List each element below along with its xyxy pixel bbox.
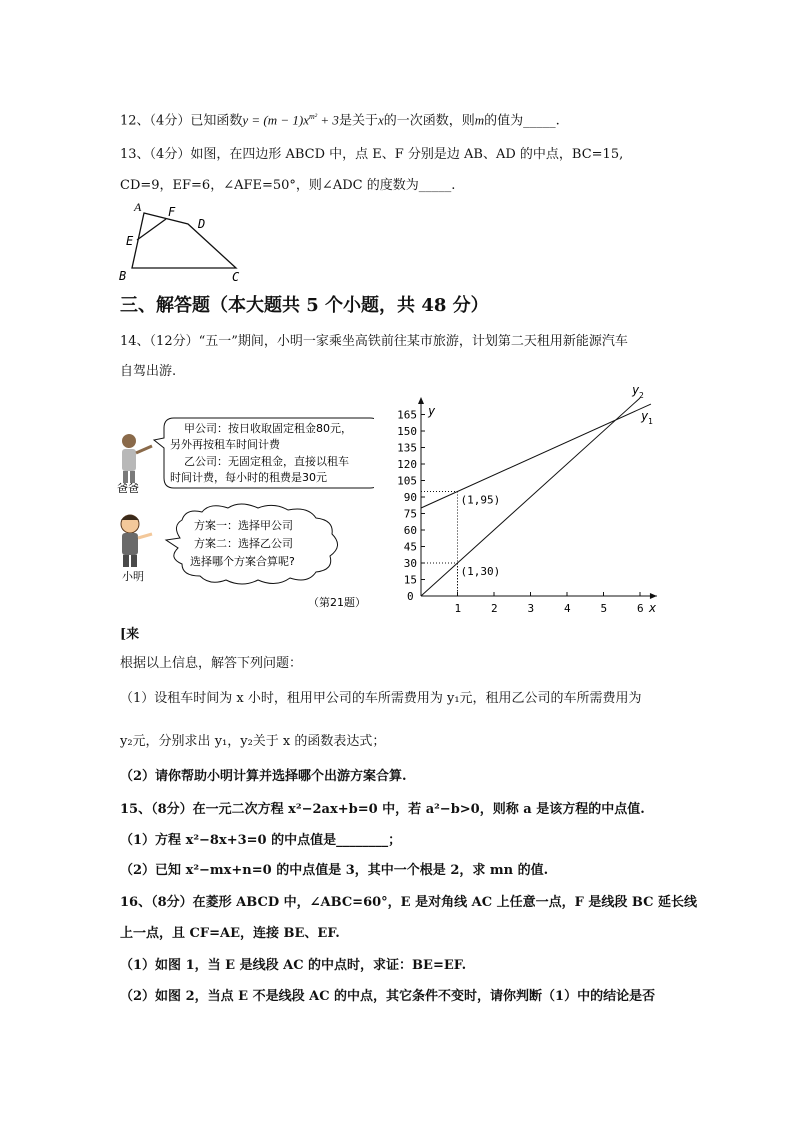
section-3-title: 三、解答题（本大题共 5 个小题，共 48 分） [120, 295, 489, 316]
y-tick-label: 15 [403, 573, 417, 587]
cost-chart [385, 385, 675, 617]
q13-line1: 13、（4分）如图，在四边形 ABCD 中，点 E、F 分别是边 AB、AD 的中点，BC=15, [120, 147, 624, 162]
label-a: A [134, 200, 142, 214]
q15-part1: （1）方程 x²−8x+3=0 的中点值是________； [120, 833, 402, 848]
series-label-sub-y2: 2 [639, 391, 644, 400]
q12-formula: y = (m − 1)x [242, 112, 309, 128]
q16-line1: 16、（8分）在菱形 ABCD 中，∠ABC=60°，E 是对角线 AC 上任意一点，F 是线段 BC 延长线 [120, 895, 697, 910]
y-tick-label: 30 [403, 557, 417, 570]
dad-bubble-line-4: 时间计费，每小时的租费是30元 [170, 471, 327, 484]
x-tick-label: 4 [564, 602, 571, 615]
label-c: C [232, 270, 240, 284]
q14-part2: （2）请你帮助小明计算并选择哪个出游方案合算. [120, 769, 407, 784]
y-tick-label: 135 [397, 441, 417, 455]
q12-prefix: 12、（4分）已知函数 [120, 113, 243, 129]
figure-caption: （第21题） [308, 596, 366, 609]
y-tick-label: 120 [397, 458, 417, 471]
label-b: B [119, 269, 127, 283]
dad-bubble-line-1: 甲公司：按日收取固定租金80元， [184, 422, 352, 435]
y-tick-label: 75 [403, 507, 417, 521]
series-label-sub-y1: 1 [647, 417, 653, 427]
series-line-y2 [421, 398, 640, 596]
x-tick-label: 2 [491, 602, 498, 615]
x-axis-arrow [650, 593, 657, 599]
q12-mid2: 的一次函数，则 [383, 113, 475, 129]
stray-text: [来 [120, 627, 140, 642]
q12-var2: m [474, 112, 485, 128]
q12-formula-tail: + 3 [317, 112, 339, 128]
dad-label: 爸爸 [117, 482, 139, 495]
q12-line [120, 108, 560, 130]
xiaoming-figure-icon [121, 515, 152, 567]
q14-line1: 14、（12分）“五一”期间，小明一家乘坐高铁前往某市旅游，计划第二天租用新能源汽车 [120, 334, 628, 349]
dad-bubble-line-3: 乙公司：无固定租金，直接以租车 [184, 455, 349, 468]
y-tick-label: 45 [403, 540, 417, 554]
q12-suffix: 的值为_____. [484, 113, 560, 129]
label-e: E [126, 234, 134, 248]
q15-part2: （2）已知 x²−mx+n=0 的中点值是 3，其中一个根是 2，求 mn 的值. [120, 863, 549, 878]
x-tick-label: 3 [527, 602, 535, 615]
x-tick-label: 5 [600, 602, 608, 615]
point-annotation-1: (1,30) [460, 565, 501, 578]
q16-part2: （2）如图 2，当点 E 不是线段 AC 的中点，其它条件不变时，请你判断（1）中的结论是否 [120, 989, 656, 1004]
xiaoming-bubble-line-2: 方案二：选择乙公司 [194, 537, 293, 550]
q16-line2: 上一点，且 CF=AE，连接 BE、EF. [120, 926, 340, 941]
xiaoming-label: 小明 [122, 570, 144, 583]
y-tick-label: 105 [397, 474, 417, 488]
label-d: D [198, 217, 206, 231]
y-axis-label: y [428, 404, 436, 418]
y-tick-label: 60 [403, 524, 417, 537]
q14-line2: 自驾出游. [120, 364, 177, 379]
quadrilateral-abcd [132, 213, 236, 268]
label-f: F [168, 205, 176, 219]
point-annotation-0: (1,95) [460, 493, 501, 507]
q14-part1-line1: （1）设租车时间为 x 小时，租用甲公司的车所需费用为 y₁元，租用乙公司的车所需费用为 [120, 691, 642, 706]
q12-var: x [377, 112, 384, 128]
xiaoming-bubble-line-1: 方案一：选择甲公司 [194, 519, 293, 532]
dialog-illustration [112, 408, 374, 618]
y-tick-label: 90 [403, 491, 417, 504]
dad-bubble-line-2: 另外再按租车时间计费 [170, 438, 280, 451]
x-tick-label: 1 [454, 602, 462, 615]
y-axis-arrow [418, 397, 424, 404]
q14-intro: 根据以上信息，解答下列问题： [120, 656, 303, 671]
q16-part1: （1）如图 1，当 E 是线段 AC 的中点时，求证：BE=EF. [120, 958, 467, 973]
x-tick-label: 6 [637, 602, 644, 615]
origin-label: 0 [407, 590, 414, 603]
dad-figure-icon [122, 434, 152, 483]
quadrilateral-figure [110, 198, 250, 286]
y-tick-label: 165 [397, 408, 417, 422]
q12-exponent: m² [308, 112, 318, 121]
q13-line2: CD=9，EF=6，∠AFE=50°，则∠ADC 的度数为_____. [120, 178, 456, 193]
x-axis-label: x [648, 601, 657, 615]
q14-part1-line2: y₂元，分别求出 y₁，y₂关于 x 的函数表达式； [120, 734, 386, 749]
xiaoming-bubble-line-3: 选择哪个方案合算呢? [190, 555, 295, 568]
q15-line1: 15、（8分）在一元二次方程 x²−2ax+b=0 中，若 a²−b>0，则称 a 是该方程的中点值. [120, 802, 645, 817]
series-label-y1: y [640, 409, 649, 424]
y-tick-label: 150 [397, 425, 417, 438]
q12-mid: 是关于 [338, 113, 378, 129]
series-label-y2: y [632, 385, 640, 397]
